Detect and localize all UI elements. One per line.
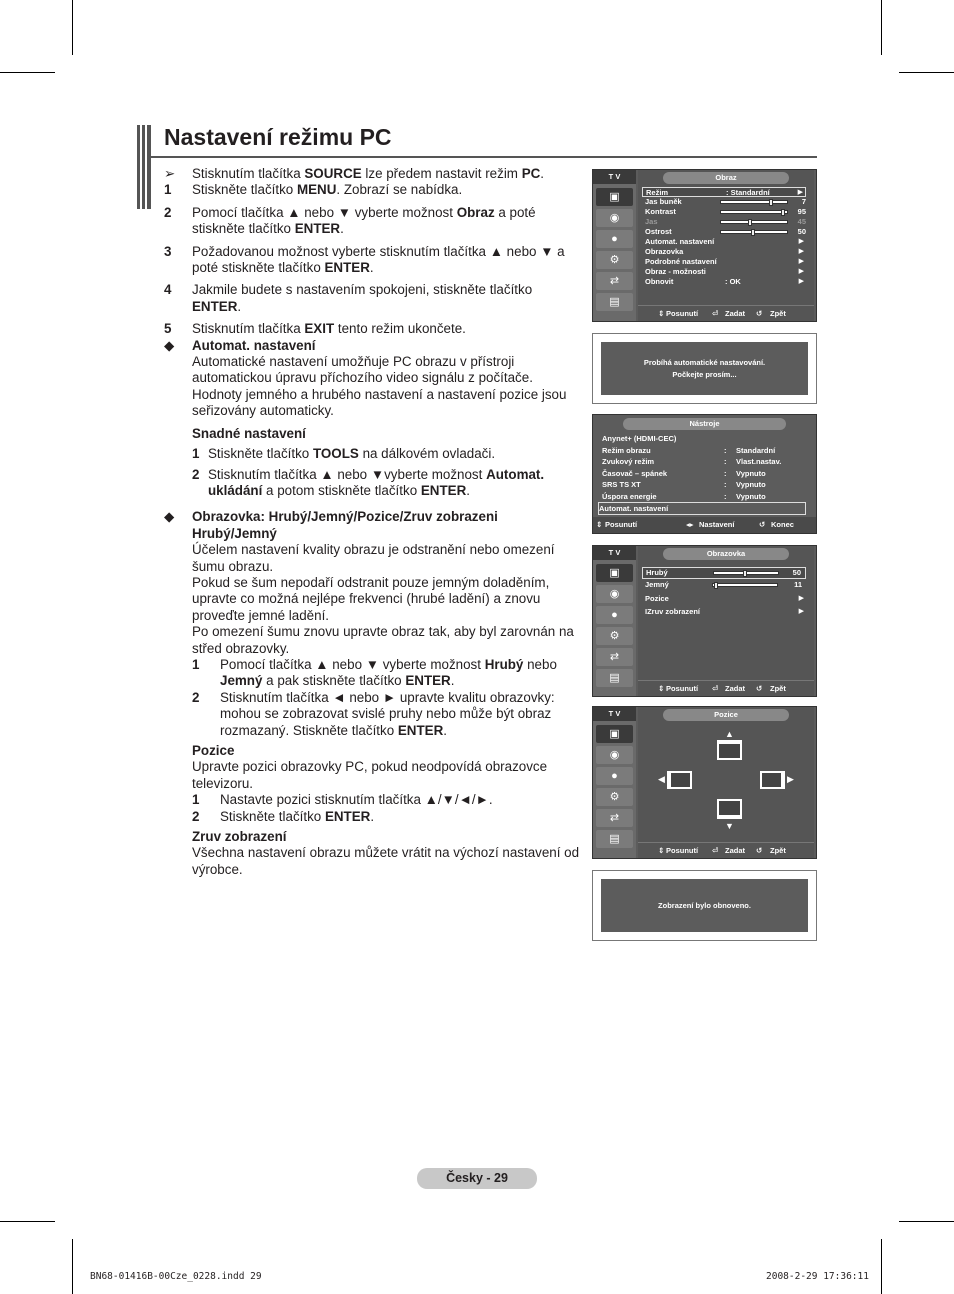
menu-item-fine[interactable]: Jemný 11: [645, 580, 802, 589]
tv-sidebar: [593, 560, 636, 696]
channel-icon: ●: [596, 230, 633, 248]
position-heading: Pozice: [192, 743, 235, 758]
slider-knob[interactable]: [781, 209, 785, 216]
diamond-bullet-icon: ◆: [164, 509, 175, 525]
arrow-icon: ➢: [164, 166, 176, 181]
input-icon: ⇄: [596, 809, 633, 827]
tools-item[interactable]: Časovač – spánek : Vypnuto: [602, 469, 766, 478]
crop-mark: [881, 1239, 882, 1294]
title-rule: [150, 156, 817, 158]
return-icon: ↺: [756, 846, 763, 855]
crop-mark: [881, 0, 882, 55]
slider-knob[interactable]: [748, 219, 752, 226]
crop-mark: [72, 1239, 73, 1294]
tools-item[interactable]: Zvukový režim : Vlast.nastav.: [602, 457, 782, 466]
tv-menu-screen: T V ▣ ◉ ● ⚙ ⇄ ▤ Obrazovka Hrubý 50 Jemný 11 Pozice ▶ IZruv zobrazení ▶ ⇕ Posunutí ⏎ Zadat ↺ Zpět: [592, 545, 817, 697]
tools-item[interactable]: Úspora energie : Vypnuto: [602, 492, 766, 501]
tools-footer: ⇕ Posunutí ◂▸ Nastavení ↺ Konec: [593, 517, 816, 533]
enter-icon: ⏎: [712, 846, 719, 855]
picture-icon: ▣: [596, 564, 633, 582]
crop-mark: [899, 1221, 954, 1222]
channel-icon: ●: [596, 767, 633, 785]
sound-icon: ◉: [596, 585, 633, 603]
menu-item-reset[interactable]: Obnovit : OK ▶: [645, 277, 804, 286]
tools-item-auto-adjust[interactable]: Automat. nastavení: [598, 502, 806, 515]
footer-date: 2008-2-29 17:36:11: [766, 1271, 869, 1282]
slider-knob[interactable]: [714, 582, 718, 589]
sound-icon: ◉: [596, 746, 633, 764]
tv-menu-picture: T V ▣ ◉ ● ⚙ ⇄ ▤ Obraz Režim : Standardní ▶ Jas buněk 7 Kontrast 95 Jas 45 Ostrost 50 Automat. nastavení ▶ Obrazovka ▶ Podrobné nastavení ▶ Obraz - možnosti ▶ Obnovit : OK ▶ ⇕ Posunutí ⏎ Zadat ↺ Zpět: [592, 169, 817, 322]
input-icon: ⇄: [596, 272, 633, 290]
move-icon: ⇕: [658, 846, 665, 855]
slider[interactable]: [720, 210, 788, 214]
menu-item-screen[interactable]: Obrazovka ▶: [645, 247, 804, 256]
step-5: 5 Stisknutím tlačítka EXIT tento režim ukončete.: [164, 321, 466, 337]
menu-item-mode[interactable]: Režim : Standardní ▶: [642, 187, 806, 197]
tv-footer: ⇕ Posunutí ⏎ Zadat ↺ Zpět: [638, 682, 814, 696]
left-right-icon: ◂▸: [686, 520, 694, 529]
right-arrow-icon[interactable]: ▶: [787, 774, 794, 784]
return-icon: ↺: [756, 684, 763, 693]
tools-item[interactable]: SRS TS XT : Vypnuto: [602, 480, 766, 489]
menu-item-position[interactable]: Pozice ▶: [645, 594, 804, 603]
auto-adjust-message: Probíhá automatické nastavování. Počkejte prosím...: [592, 333, 817, 404]
tools-item[interactable]: Režim obrazu : Standardní: [602, 446, 776, 455]
intro-note: ➢ Stisknutím tlačítka SOURCE lze předem nastavit režim PC.: [164, 166, 545, 181]
up-arrow-icon[interactable]: ▲: [725, 729, 734, 739]
tv-menu-position: T V ▣ ◉ ● ⚙ ⇄ ▤ Pozice ▲ ◀ ▶ ▼ ⇕ Posunutí ⏎ Zadat ↺ Zpět: [592, 706, 817, 859]
slider-knob[interactable]: [769, 199, 773, 206]
move-icon: ⇕: [596, 520, 603, 529]
menu-item-cell-light[interactable]: Jas buněk 7: [645, 197, 806, 206]
reset-heading: Zruv zobrazení: [192, 829, 287, 845]
title-decoration: [137, 125, 153, 209]
application-icon: ▤: [596, 293, 633, 311]
position-box-bottom: [717, 799, 742, 819]
tv-footer: ⇕ Posunutí ⏎ Zadat ↺ Zpět: [638, 844, 814, 858]
crop-mark: [0, 1221, 55, 1222]
step-4: 4 Jakmile budete s nastavením spokojeni, stiskněte tlačítko ENTER.: [164, 282, 533, 314]
position-box-right: [760, 771, 785, 789]
application-icon: ▤: [596, 669, 633, 687]
left-arrow-icon[interactable]: ◀: [658, 774, 665, 784]
menu-item-coarse[interactable]: Hrubý 50: [642, 567, 806, 579]
menu-item-brightness: Jas 45: [645, 217, 806, 226]
slider[interactable]: [720, 230, 788, 234]
enter-icon: ⏎: [712, 309, 719, 318]
crop-mark: [0, 72, 55, 73]
page-title: Nastavení režimu PC: [164, 124, 392, 150]
slider-knob[interactable]: [743, 570, 747, 577]
menu-item-reset-screen[interactable]: IZruv zobrazení ▶: [645, 607, 804, 616]
footer-file: BN68-01416B-00Cze_0228.indd 29: [90, 1271, 262, 1282]
menu-item-options[interactable]: Obraz - možnosti ▶: [645, 267, 804, 276]
step-1: 1 Stiskněte tlačítko MENU. Zobrazí se nabídka.: [164, 182, 463, 198]
position-box-top: [717, 740, 742, 760]
slider[interactable]: [720, 200, 788, 204]
slider-knob[interactable]: [751, 229, 755, 236]
diamond-bullet-icon: ◆: [164, 337, 175, 353]
setup-icon: ⚙: [596, 627, 633, 645]
instructions: [164, 166, 584, 878]
return-icon: ↺: [756, 309, 763, 318]
down-arrow-icon[interactable]: ▼: [725, 821, 734, 831]
sound-icon: ◉: [596, 209, 633, 227]
slider[interactable]: [713, 571, 779, 575]
step-3: 3 Požadovanou možnost vyberte stisknutím tlačítka ▲ nebo ▼ a poté stiskněte tlačítko ENTER.: [164, 243, 565, 276]
setup-icon: ⚙: [596, 251, 633, 269]
application-icon: ▤: [596, 830, 633, 848]
menu-item-sharpness[interactable]: Ostrost 50: [645, 227, 806, 236]
crop-mark: [899, 72, 954, 73]
move-icon: ⇕: [658, 309, 665, 318]
enter-icon: ⏎: [712, 684, 719, 693]
menu-item-auto-adjust[interactable]: Automat. nastavení ▶: [645, 237, 804, 246]
screen-section: ◆ Obrazovka: Hrubý/Jemný/Pozice/Zruv zobrazeni Hrubý/Jemný Účelem nastavení kvality obrazu je odstranění nebo omezení šumu obrazu. Pokud se šum nepodaří odstranit pouze jemným doladěním, upravte co možná nejlépe frekvenci (hrubé ladění) a znovu proveďte jemné ladění. Po omezení šumu znovu upravte obraz tak, aby byl zarovnán na střed obrazovky.: [164, 509, 574, 656]
slider: [720, 220, 788, 224]
setup-icon: ⚙: [596, 788, 633, 806]
picture-icon: ▣: [596, 725, 633, 743]
tv-sidebar: [593, 184, 636, 321]
crop-mark: [72, 0, 73, 55]
position-box-left: [667, 771, 692, 789]
move-icon: ⇕: [658, 684, 665, 693]
menu-item-detailed[interactable]: Podrobné nastavení ▶: [645, 257, 804, 266]
coarse-fine-steps: 1 Pomocí tlačítka ▲ nebo ▼ vyberte možnost Hrubý nebo Jemný a pak stiskněte tlačítko ENTER. 2 Stisknutím tlačítka ◄ nebo ► upravte kvalitu obrazovky: mohou se zobrazovat svislé pruhy nebo může být obraz rozmazaný. Stiskněte tlačítko ENTER. Pozice Upravte pozici obrazovky PC, pokud neodpovídá obrazovce televizoru. 1 Nastavte pozici stisknutím tlačítka ▲/▼/◄/►. 2 Stiskněte tlačítko ENTER. Zruv zobrazení Všechna nastavení obrazu můžete vrátit na výchozí nastavení od výrobce.: [164, 657, 584, 878]
step-2: 2 Pomocí tlačítka ▲ nebo ▼ vyberte možnost Obraz a poté stiskněte tlačítko ENTER.: [164, 204, 536, 237]
slider[interactable]: [712, 583, 778, 587]
menu-item-contrast[interactable]: Kontrast 95: [645, 207, 806, 216]
picture-icon: ▣: [596, 188, 633, 206]
tv-footer: ⇕ Posunutí ⏎ Zadat ↺ Zpět: [638, 307, 814, 321]
auto-section: ◆ Automat. nastavení Automatické nastavení umožňuje PC obrazu v přístroji automatickou úpravu příchozího video signálu z počítače. Hodnoty jemného a hrubého nastavení a nastavení pozice jsou seřizovány automaticky.: [164, 337, 567, 419]
channel-icon: ●: [596, 606, 633, 624]
page-number: Česky - 29: [417, 1168, 537, 1189]
input-icon: ⇄: [596, 648, 633, 666]
return-icon: ↺: [759, 520, 766, 529]
easy-setup: Snadné nastavení 1 Stiskněte tlačítko TOOLS na dálkovém ovladači. 2 Stisknutím tlačítka ▲ nebo ▼vyberte možnost Automat. ukládání a potom stiskněte tlačítko ENTER.: [192, 425, 545, 498]
tv-sidebar: [593, 721, 636, 858]
reset-message: Zobrazení bylo obnoveno.: [592, 870, 817, 941]
tools-item-anynet[interactable]: Anynet+ (HDMI-CEC): [602, 434, 677, 443]
tools-menu: Nástroje Anynet+ (HDMI-CEC) Režim obrazu : Standardní Zvukový režim : Vlast.nastav. Časovač – spánek : Vypnuto SRS TS XT : Vypnuto Úspora energie : Vypnuto Automat. nastavení ⇕ Posunutí ◂▸ Nastavení ↺ Konec: [592, 414, 817, 534]
